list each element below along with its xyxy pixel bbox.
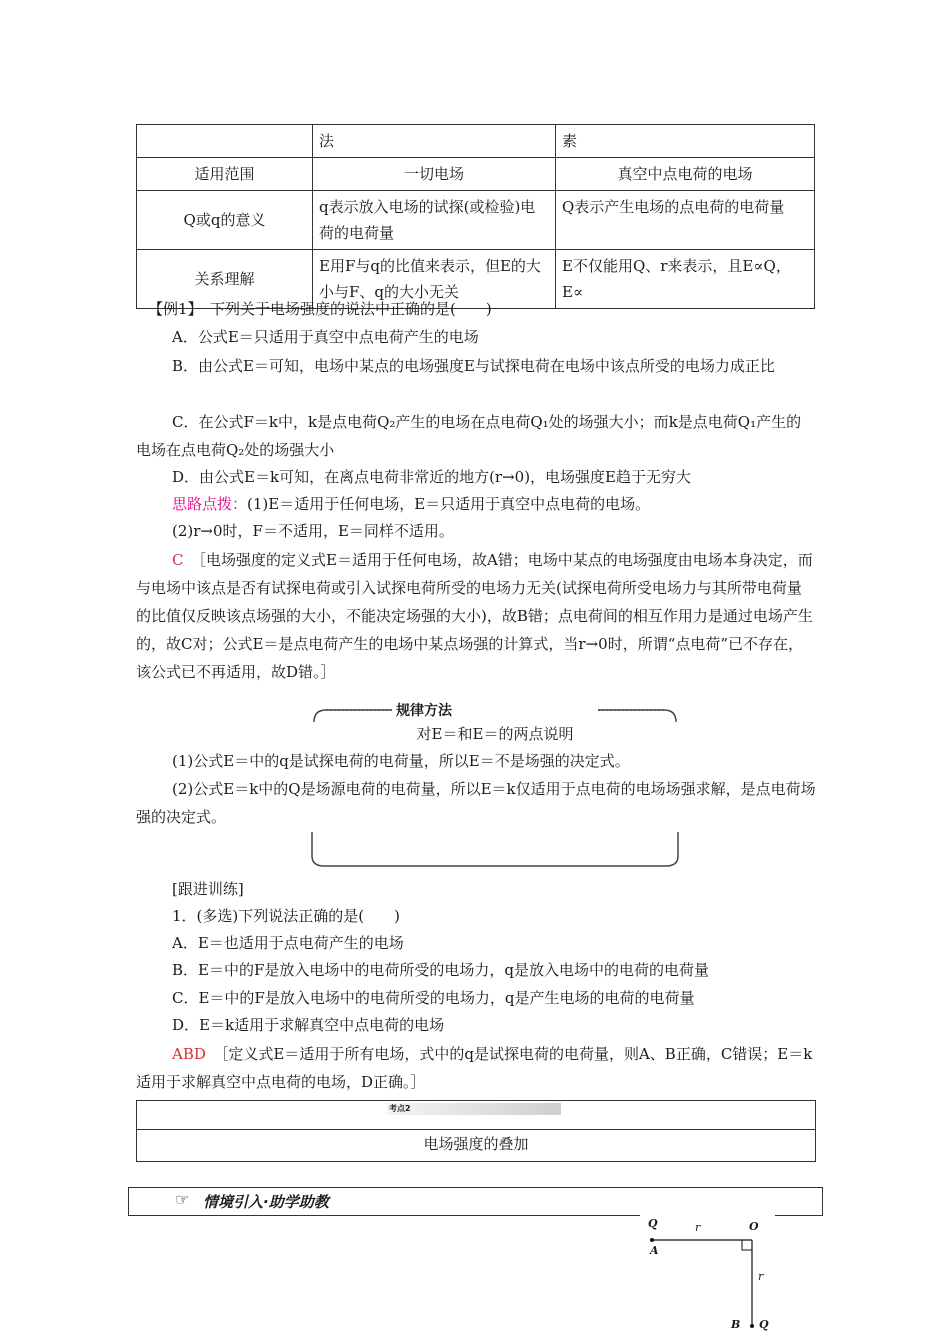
table-row bbox=[137, 125, 815, 158]
training-option-b: B．E＝中的F是放入电场中的电荷所受的电场力，q是放入电场中的电荷的电荷量 bbox=[172, 961, 709, 979]
example-answer bbox=[136, 546, 816, 686]
training-explanation: ［定义式E＝适用于所有电场，式中的q是试探电荷的电荷量，则A、B正确，C错误；E＝k适用于求解真空中点电荷的电场，D正确。］ bbox=[136, 1045, 813, 1091]
charge-q-bottom: Q bbox=[759, 1318, 769, 1331]
method-box-title: 对E＝和E＝的两点说明 bbox=[416, 725, 574, 743]
table-cell: E不仅能用Q、r来表示，且E∝Q，E∝ bbox=[556, 250, 815, 309]
training-question: 1．(多选)下列说法正确的是( ) bbox=[172, 907, 400, 925]
table-cell: Q表示产生电场的点电荷的电荷量 bbox=[556, 191, 815, 250]
training-option-d: D．E＝k适用于求解真空中点电荷的电场 bbox=[172, 1016, 445, 1034]
hint-line-2: (2)r→0时，F＝不适用，E＝同样不适用。 bbox=[172, 522, 454, 540]
table-cell: 法 bbox=[313, 125, 556, 158]
table-cell: 一切电场 bbox=[313, 158, 556, 191]
method-box-bottom bbox=[310, 830, 680, 870]
example-title: 【例1】 下列关于电场强度的说法中正确的是( ) bbox=[148, 300, 492, 318]
option-c: C．在公式F＝k中，k是点电荷Q₂产生的电场在点电荷Q₁处的场强大小；而k是点电荷Q₁产生的电场在点电荷Q₂处的场强大小 bbox=[136, 413, 802, 459]
charge-q-top: Q bbox=[648, 1217, 658, 1230]
comparison-table bbox=[136, 124, 815, 309]
hint-line-1 bbox=[172, 491, 816, 518]
option-d: D．由公式E＝k可知，在离点电荷非常近的地方(r→0)，电场强度E趋于无穷大 bbox=[172, 468, 692, 486]
table-cell: q表示放入电场的试探(或检验)电荷的电荷量 bbox=[313, 191, 556, 250]
option-b: B．由公式E＝可知，电场中某点的电场强度E与试探电荷在电场中该点所受的电场力成正比 bbox=[172, 357, 775, 375]
divider bbox=[137, 1129, 815, 1130]
training-option-a: A．E＝也适用于点电荷产生的电场 bbox=[172, 934, 404, 952]
training-option-c: C．E＝中的F是放入电场中的电荷所受的电场力，q是产生电场的电荷的电荷量 bbox=[172, 989, 695, 1007]
table-cell bbox=[137, 125, 313, 158]
scene-bar bbox=[128, 1187, 823, 1216]
table-cell: 素 bbox=[556, 125, 815, 158]
distance-r-horizontal: r bbox=[695, 1221, 701, 1234]
hand-pointer-icon: ☞ bbox=[175, 1190, 190, 1209]
training-answer bbox=[136, 1040, 816, 1096]
topic-title: 电场强度的叠加 bbox=[423, 1135, 529, 1153]
method-point-2: (2)公式E＝k中的Q是场源电荷的电荷量，所以E＝k仅适用于点电荷的电场场强求解，是点电荷场强的决定式。 bbox=[136, 780, 816, 826]
topic-tag-bar bbox=[387, 1103, 561, 1115]
hint-text: (1)E＝适用于任何电场，E＝只适用于真空中点电荷的电场。 bbox=[247, 495, 651, 513]
method-box-label: 规律方法 bbox=[396, 703, 452, 719]
training-heading: [跟进训练] bbox=[172, 880, 244, 898]
table-row bbox=[137, 191, 815, 250]
distance-r-vertical: r bbox=[758, 1270, 764, 1283]
answer-letter: C bbox=[172, 551, 184, 569]
table-row bbox=[137, 158, 815, 191]
table-cell: 关系理解 bbox=[137, 250, 313, 309]
table-cell: 真空中点电荷的电场 bbox=[556, 158, 815, 191]
table-cell: 适用范围 bbox=[137, 158, 313, 191]
topic-box bbox=[136, 1100, 816, 1162]
training-answer-letters: ABD bbox=[172, 1045, 206, 1063]
topic-tag: 考点2 bbox=[389, 1104, 411, 1113]
scene-header: 情境引入·助学助教 bbox=[203, 1193, 329, 1211]
point-a-label: A bbox=[650, 1244, 659, 1257]
table-cell: Q或q的意义 bbox=[137, 191, 313, 250]
option-a: A．公式E＝只适用于真空中点电荷产生的电场 bbox=[172, 328, 479, 346]
point-b-label: B bbox=[731, 1318, 741, 1331]
hint-label: 思路点拨： bbox=[172, 495, 248, 513]
method-point-1: (1)公式E＝中的q是试探电荷的电荷量，所以E＝不是场强的决定式。 bbox=[172, 752, 630, 770]
answer-explanation: ［电场强度的定义式E＝适用于任何电场，故A错；电场中某点的电场强度由电场本身决定，而与电场中该点是否有试探电荷或引入试探电荷所受的电场力无关(试探电荷所受电场力与其所带电荷量的比值仅反映该点场强的大小，不能决定场强的大小)，故B错；点电荷间的相互作用力是通过电场产生的，故C对；公式E＝是点电荷产生的电场中某点场强的计算式，当r→0时，所谓“点电荷”已不存在，该公式已不再适用，故D错。］ bbox=[136, 551, 813, 681]
table-cell: E用F与q的比值来表示，但E的大小与F、q的大小无关 bbox=[313, 250, 556, 309]
point-o-label: O bbox=[749, 1220, 759, 1233]
